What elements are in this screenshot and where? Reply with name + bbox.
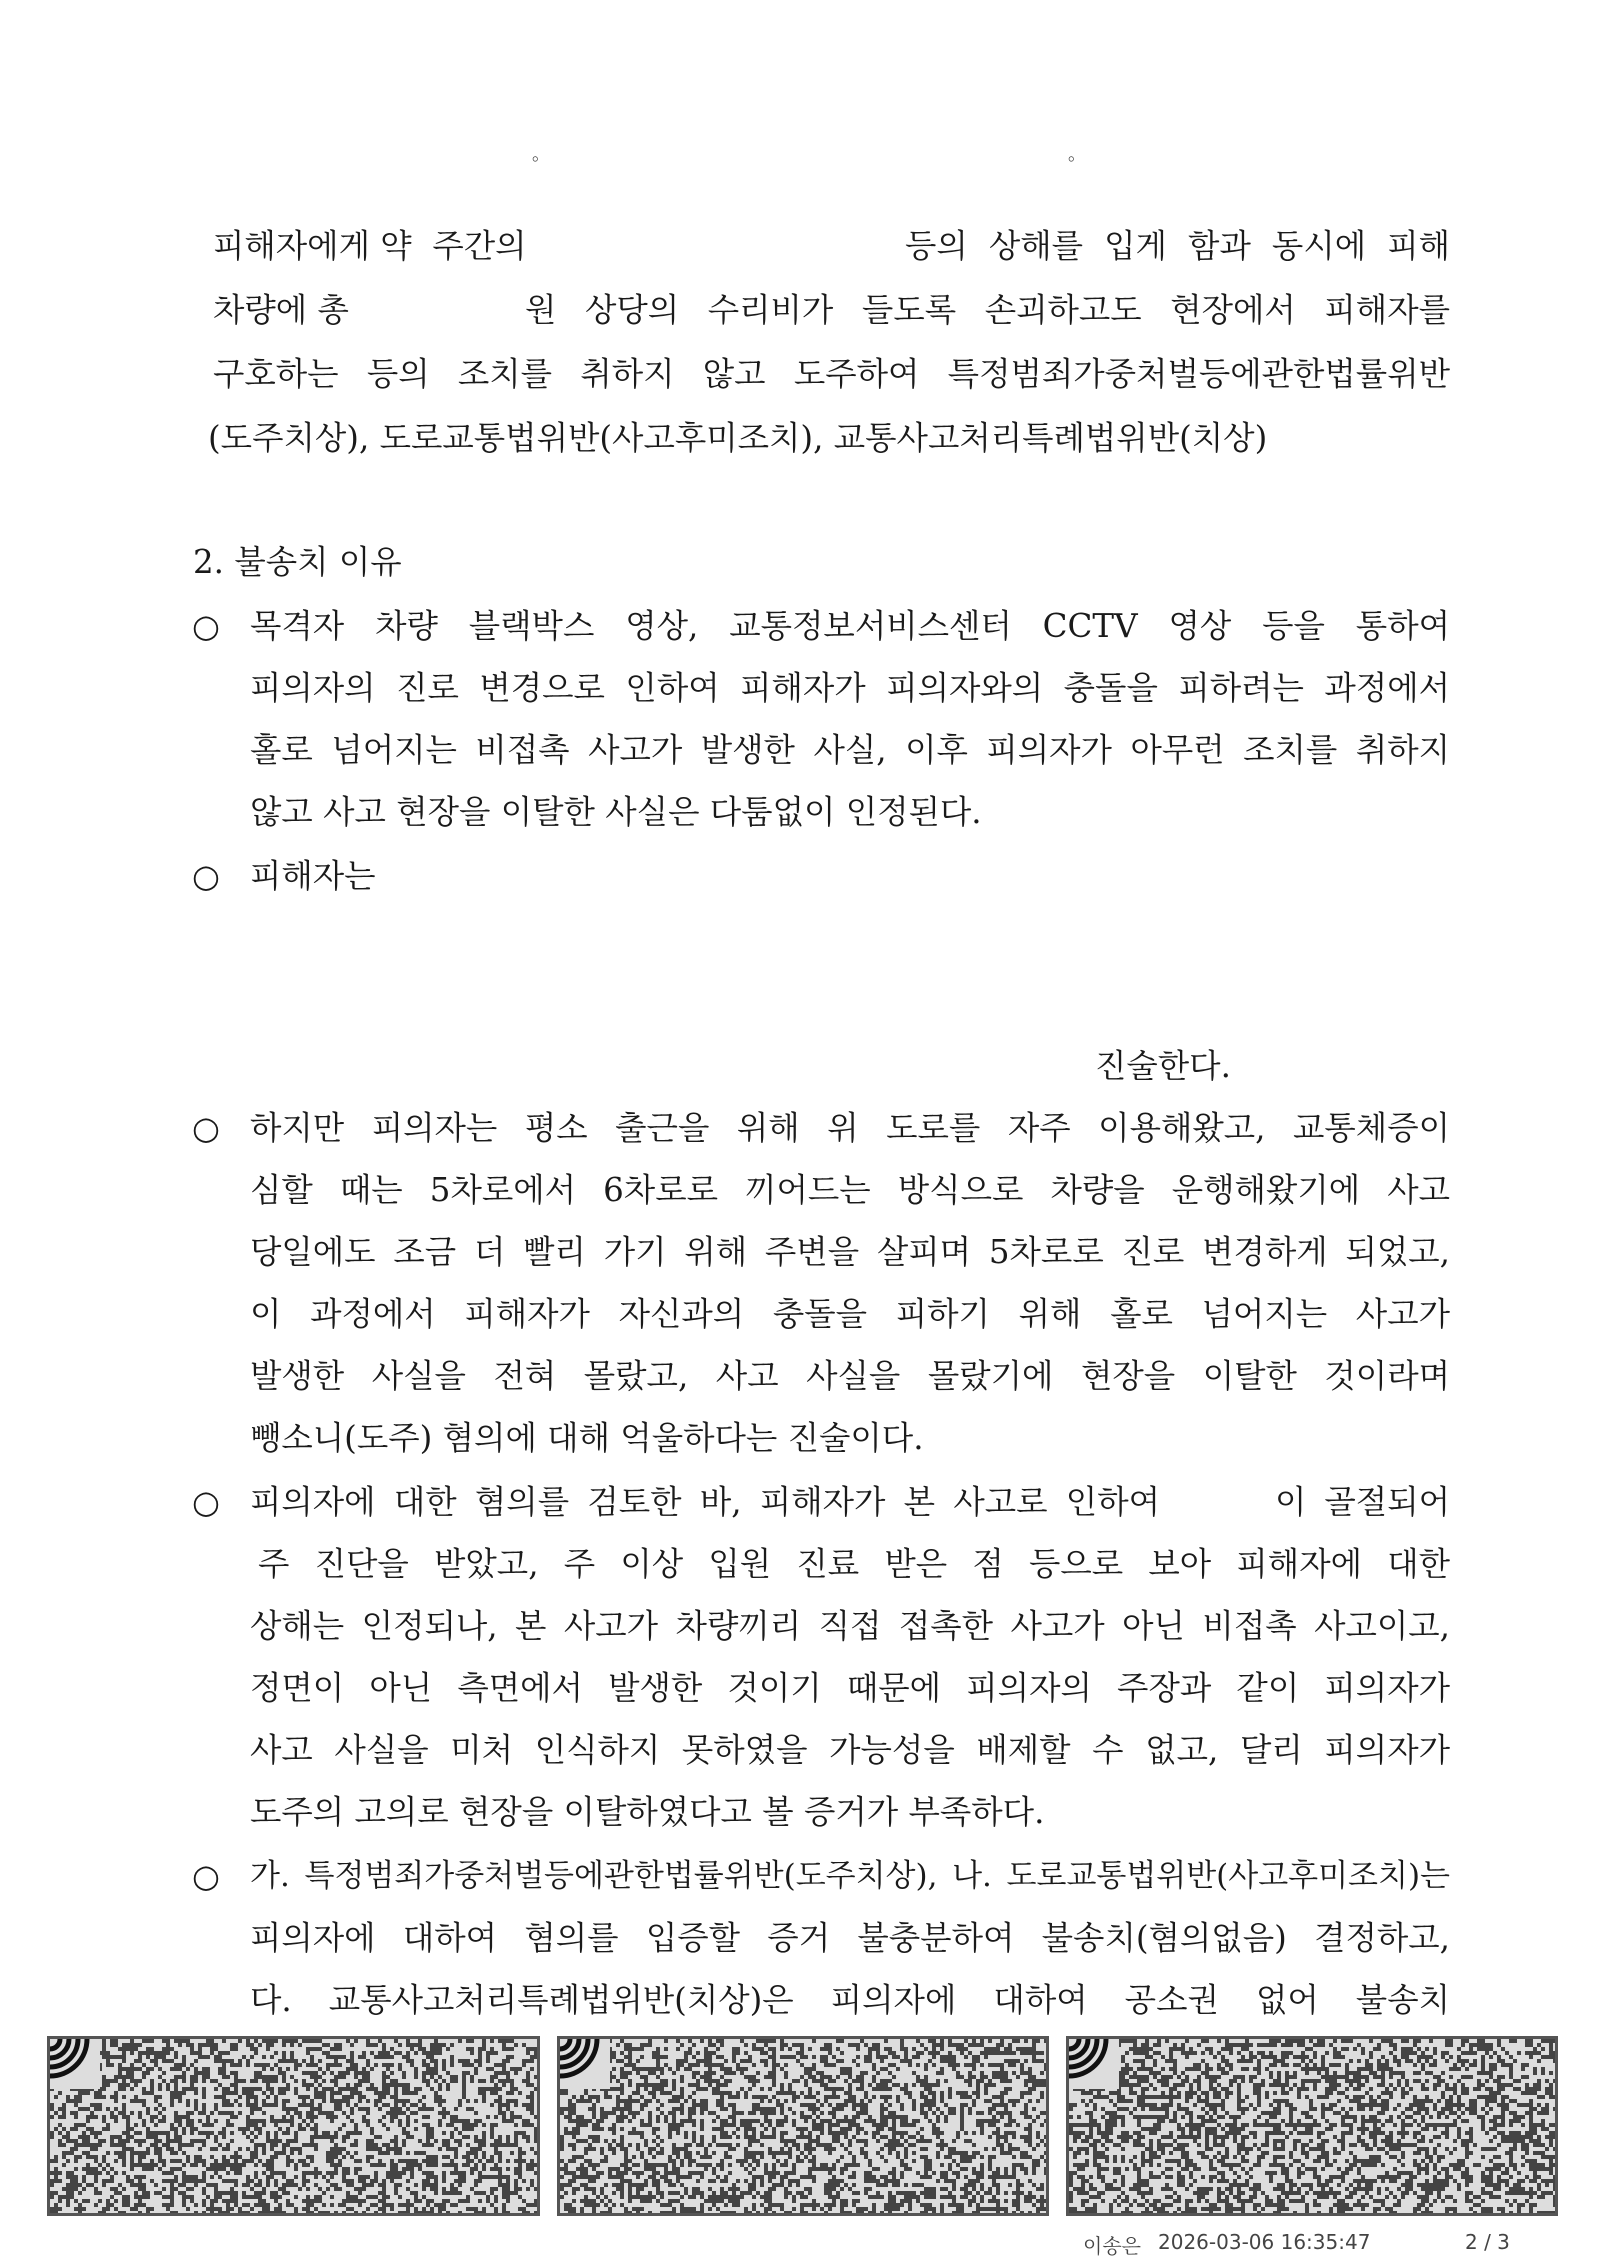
barcode-dots (1069, 2039, 1555, 2213)
barcode-pattern-2 (560, 2039, 1046, 2213)
charge-line-2-start: 차량에 총 (213, 291, 349, 329)
bullet-4-line-6: 도주의 고의로 현장을 이탈하였다고 볼 증거가 부족하다. (250, 1793, 1045, 1831)
footer-timestamp: 2026-03-06 16:35:47 (1158, 2230, 1371, 2254)
footer-page-number: 2 / 3 (1465, 2230, 1510, 2254)
bullet-1-line-3: 홀로 넘어지는 비접촉 사고가 발생한 사실, 이후 피의자가 아무런 조치를 취하지 (250, 731, 1450, 769)
barcode-dots (50, 2039, 537, 2213)
bullet-circle: ○ (192, 1109, 220, 1147)
bullet-1-line-2: 피의자의 진로 변경으로 인하여 피해자가 피의자와의 충돌을 피하려는 과정에서 (250, 669, 1450, 707)
bullet-5-line-2: 피의자에 대하여 혐의를 입증할 증거 불충분하여 불송치(혐의없음) 결정하고, (250, 1919, 1450, 1957)
document-barcode-1 (47, 2036, 540, 2216)
bullet-2-line-1: 피해자는 (250, 857, 376, 895)
barcode-pattern-3 (1069, 2039, 1555, 2213)
bullet-2-trailing: 진술한다. (1095, 1047, 1231, 1085)
bullet-circle: ○ (192, 1483, 220, 1521)
charge-line-3: 구호하는 등의 조치를 취하지 않고 도주하여 특정범죄가중처벌등에관한법률위반 (213, 355, 1450, 393)
bullet-3-line-2: 심할 때는 5차로에서 6차로로 끼어드는 방식으로 차량을 운행해왔기에 사고 (250, 1171, 1450, 1209)
bullet-3-line-5: 발생한 사실을 전혀 몰랐고, 사고 사실을 몰랐기에 현장을 이탈한 것이라며 (250, 1357, 1450, 1395)
section-heading: 2. 불송치 이유 (193, 543, 402, 581)
bullet-4-line-1-tail: 이 골절되어 (1275, 1483, 1450, 1521)
bullet-5-line-1: 가. 특정범죄가중처벌등에관한법률위반(도주치상), 나. 도로교통법위반(사고후미조치)는 (250, 1858, 1450, 1894)
bullet-4-line-4: 정면이 아닌 측면에서 발생한 것이기 때문에 피의자의 주장과 같이 피의자가 (250, 1669, 1450, 1707)
top-mark-left: 。 (532, 144, 550, 165)
top-mark-right: 。 (1068, 144, 1086, 165)
bullet-1-line-4: 않고 사고 현장을 이탈한 사실은 다툼없이 인정된다. (250, 793, 982, 831)
document-barcode-2 (557, 2036, 1049, 2216)
bullet-4-line-2: 주 진단을 받았고, 주 이상 입원 진료 받은 점 등으로 보아 피해자에 대한 (258, 1545, 1450, 1583)
bullet-circle: ○ (192, 1857, 220, 1895)
charge-line-1-end: 등의 상해를 입게 함과 동시에 피해 (905, 227, 1450, 265)
footer-name: 이송은 (1083, 2234, 1141, 2258)
bullet-3-line-1: 하지만 피의자는 평소 출근을 위해 위 도로를 자주 이용해왔고, 교통체증이 (250, 1109, 1450, 1147)
charge-line-4: (도주치상), 도로교통법위반(사고후미조치), 교통사고처리특례법위반(치상) (208, 419, 1268, 457)
barcode-pattern-1 (50, 2039, 537, 2213)
bullet-5-line-3: 다. 교통사고처리특례법위반(치상)은 피의자에 대하여 공소권 없어 불송치 (250, 1981, 1450, 2019)
bullet-4-line-5: 사고 사실을 미처 인식하지 못하였을 가능성을 배제할 수 없고, 달리 피의자가 (250, 1731, 1450, 1769)
bullet-3-line-6: 뺑소니(도주) 혐의에 대해 억울하다는 진술이다. (250, 1419, 924, 1457)
barcode-dots (560, 2039, 1046, 2213)
bullet-3-line-3: 당일에도 조금 더 빨리 가기 위해 주변을 살피며 5차로로 진로 변경하게 되었고, (250, 1233, 1450, 1271)
bullet-circle: ○ (192, 857, 220, 895)
document-barcode-3 (1066, 2036, 1558, 2216)
bullet-3-line-4: 이 과정에서 피해자가 자신과의 충돌을 피하기 위해 홀로 넘어지는 사고가 (250, 1295, 1450, 1333)
bullet-4-line-3: 상해는 인정되나, 본 사고가 차량끼리 직접 접촉한 사고가 아닌 비접촉 사고이고, (250, 1607, 1450, 1645)
bullet-1-line-1: 목격자 차량 블랙박스 영상, 교통정보서비스센터 CCTV 영상 등을 통하여 (250, 607, 1450, 645)
charge-line-2-end: 원 상당의 수리비가 들도록 손괴하고도 현장에서 피해자를 (525, 291, 1450, 329)
charge-line-1-start: 피해자에게 약 주간의 (213, 227, 527, 265)
bullet-circle: ○ (192, 607, 220, 645)
bullet-4-line-1: 피의자에 대한 혐의를 검토한 바, 피해자가 본 사고로 인하여 (250, 1483, 1160, 1521)
